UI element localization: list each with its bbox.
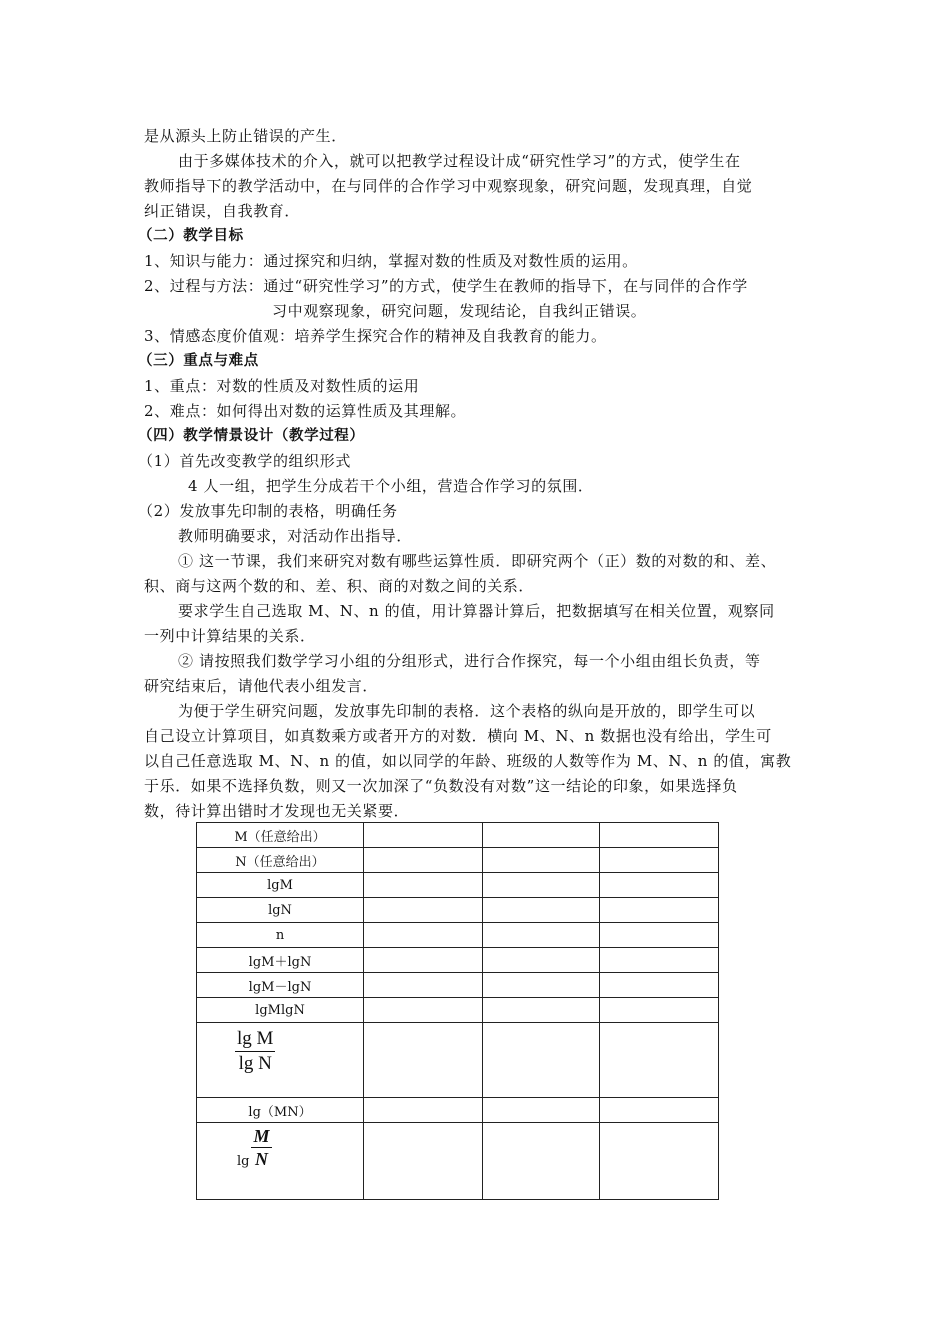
table-cell[interactable] bbox=[600, 973, 719, 998]
paragraph-line: 以自己任意选取 M、N、n 的值，如以同学的年龄、班级的人数等作为 M、N、n 的值，寓教 bbox=[144, 752, 792, 770]
lg-prefix: lg bbox=[237, 1154, 250, 1169]
paragraph-line: 要求学生自己选取 M、N、n 的值，用计算器计算后，把数据填写在相关位置，观察同 bbox=[178, 602, 775, 620]
fraction-numerator: lg M bbox=[235, 1027, 275, 1052]
table-cell[interactable] bbox=[364, 998, 483, 1023]
table-cell[interactable] bbox=[364, 1098, 483, 1123]
table-cell[interactable] bbox=[364, 848, 483, 873]
row-label: M（任意给出） bbox=[197, 823, 364, 848]
table-cell[interactable] bbox=[600, 1023, 719, 1098]
table-cell[interactable] bbox=[600, 948, 719, 973]
table-row bbox=[197, 823, 719, 848]
log-ratio-fraction bbox=[235, 1027, 275, 1076]
table-row bbox=[197, 1098, 719, 1123]
goal-item-cont: 习中观察现象，研究问题，发现结论，自我纠正错误。 bbox=[272, 302, 647, 320]
table-cell[interactable] bbox=[483, 1098, 600, 1123]
table-cell[interactable] bbox=[483, 848, 600, 873]
fraction-numerator: M bbox=[253, 1126, 270, 1146]
table-cell[interactable] bbox=[483, 1123, 600, 1200]
table-cell[interactable] bbox=[483, 1023, 600, 1098]
table-cell[interactable] bbox=[600, 1098, 719, 1123]
table-row bbox=[197, 1123, 719, 1200]
row-label: lgM＋lgN bbox=[197, 948, 364, 973]
step-text: 4 人一组，把学生分成若干个小组，营造合作学习的氛围． bbox=[188, 477, 594, 495]
paragraph-line: 纠正错误，自我教育． bbox=[144, 202, 301, 220]
table-cell[interactable] bbox=[600, 823, 719, 848]
paragraph-line: 为便于学生研究问题，发放事先印制的表格．这个表格的纵向是开放的，即学生可以 bbox=[178, 702, 756, 720]
table-cell[interactable] bbox=[483, 898, 600, 923]
calculation-table bbox=[196, 822, 719, 1200]
table-row bbox=[197, 998, 719, 1023]
table-cell[interactable] bbox=[364, 1123, 483, 1200]
table-cell[interactable] bbox=[600, 848, 719, 873]
table-cell[interactable] bbox=[483, 973, 600, 998]
key-point: 2、难点：如何得出对数的运算性质及其理解。 bbox=[144, 402, 467, 420]
table-row bbox=[197, 1023, 719, 1098]
row-label-lg-fraction bbox=[197, 1123, 364, 1200]
table-row bbox=[197, 948, 719, 973]
row-label: lgMlgN bbox=[197, 998, 364, 1023]
table-cell[interactable] bbox=[483, 923, 600, 948]
table-cell[interactable] bbox=[600, 998, 719, 1023]
table-cell[interactable] bbox=[483, 873, 600, 898]
goal-item: 1、知识与能力：通过探究和归纳，掌握对数的性质及对数性质的运用。 bbox=[144, 252, 638, 270]
section-heading: （二）教学目标 bbox=[138, 228, 244, 244]
step-item: （2）发放事先印制的表格，明确任务 bbox=[138, 502, 398, 520]
table-cell[interactable] bbox=[364, 923, 483, 948]
table-cell[interactable] bbox=[600, 1123, 719, 1200]
paragraph-line: 于乐．如果不选择负数，则又一次加深了“负数没有对数”这一结论的印象，如果选择负 bbox=[144, 777, 738, 795]
table-cell[interactable] bbox=[600, 873, 719, 898]
table-cell[interactable] bbox=[483, 948, 600, 973]
table-cell[interactable] bbox=[600, 898, 719, 923]
row-label: n bbox=[197, 923, 364, 948]
table-cell[interactable] bbox=[364, 973, 483, 998]
row-label: N（任意给出） bbox=[197, 848, 364, 873]
row-label: lg（MN） bbox=[197, 1098, 364, 1123]
paragraph-line: 研究结束后，请他代表小组发言． bbox=[144, 677, 379, 695]
section-heading: （四）教学情景设计（教学过程） bbox=[138, 428, 365, 444]
row-label: lgM bbox=[197, 873, 364, 898]
fraction-denominator: lg N bbox=[238, 1053, 272, 1074]
table-cell[interactable] bbox=[364, 898, 483, 923]
paragraph-line: 是从源头上防止错误的产生． bbox=[144, 127, 347, 145]
table-row bbox=[197, 923, 719, 948]
table-row bbox=[197, 973, 719, 998]
fraction-denominator: N bbox=[254, 1149, 268, 1169]
row-label-fraction bbox=[197, 1023, 364, 1098]
paragraph-line: 教师指导下的教学活动中，在与同伴的合作学习中观察现象，研究问题，发现真理，自觉 bbox=[144, 177, 753, 195]
step-item: （1）首先改变教学的组织形式 bbox=[138, 452, 351, 470]
section-heading: （三）重点与难点 bbox=[138, 353, 259, 369]
table-row bbox=[197, 848, 719, 873]
row-label: lgN bbox=[197, 898, 364, 923]
paragraph-line: 由于多媒体技术的介入，就可以把教学过程设计成“研究性学习”的方式，使学生在 bbox=[178, 152, 741, 170]
table-row bbox=[197, 873, 719, 898]
table-cell[interactable] bbox=[364, 948, 483, 973]
paragraph-line: 一列中计算结果的关系． bbox=[144, 627, 316, 645]
row-label: lgM－lgN bbox=[197, 973, 364, 998]
paragraph-line: 数，待计算出错时才发现也无关紧要． bbox=[144, 802, 410, 820]
table-cell[interactable] bbox=[364, 1023, 483, 1098]
table-row bbox=[197, 898, 719, 923]
table-cell[interactable] bbox=[600, 923, 719, 948]
step-text: 教师明确要求，对活动作出指导． bbox=[178, 527, 413, 545]
table-cell[interactable] bbox=[483, 823, 600, 848]
table-cell[interactable] bbox=[364, 873, 483, 898]
quotient-fraction bbox=[251, 1125, 271, 1170]
paragraph-line: 积、商与这两个数的和、差、积、商的对数之间的关系． bbox=[144, 577, 535, 595]
paragraph-line: 自己设立计算项目，如真数乘方或者开方的对数．横向 M、N、n 数据也没有给出，学生可 bbox=[144, 727, 772, 745]
paragraph-line: ① 这一节课，我们来研究对数有哪些运算性质．即研究两个（正）数的对数的和、差、 bbox=[178, 552, 777, 570]
goal-item: 2、过程与方法：通过“研究性学习”的方式，使学生在教师的指导下，在与同伴的合作学 bbox=[144, 277, 748, 295]
paragraph-line: ② 请按照我们数学学习小组的分组形式，进行合作探究，每一个小组由组长负责，等 bbox=[178, 652, 761, 670]
table-cell[interactable] bbox=[364, 823, 483, 848]
table-cell[interactable] bbox=[483, 998, 600, 1023]
key-point: 1、重点：对数的性质及对数性质的运用 bbox=[144, 377, 420, 395]
goal-item: 3、情感态度价值观：培养学生探究合作的精神及自我教育的能力。 bbox=[144, 327, 607, 345]
